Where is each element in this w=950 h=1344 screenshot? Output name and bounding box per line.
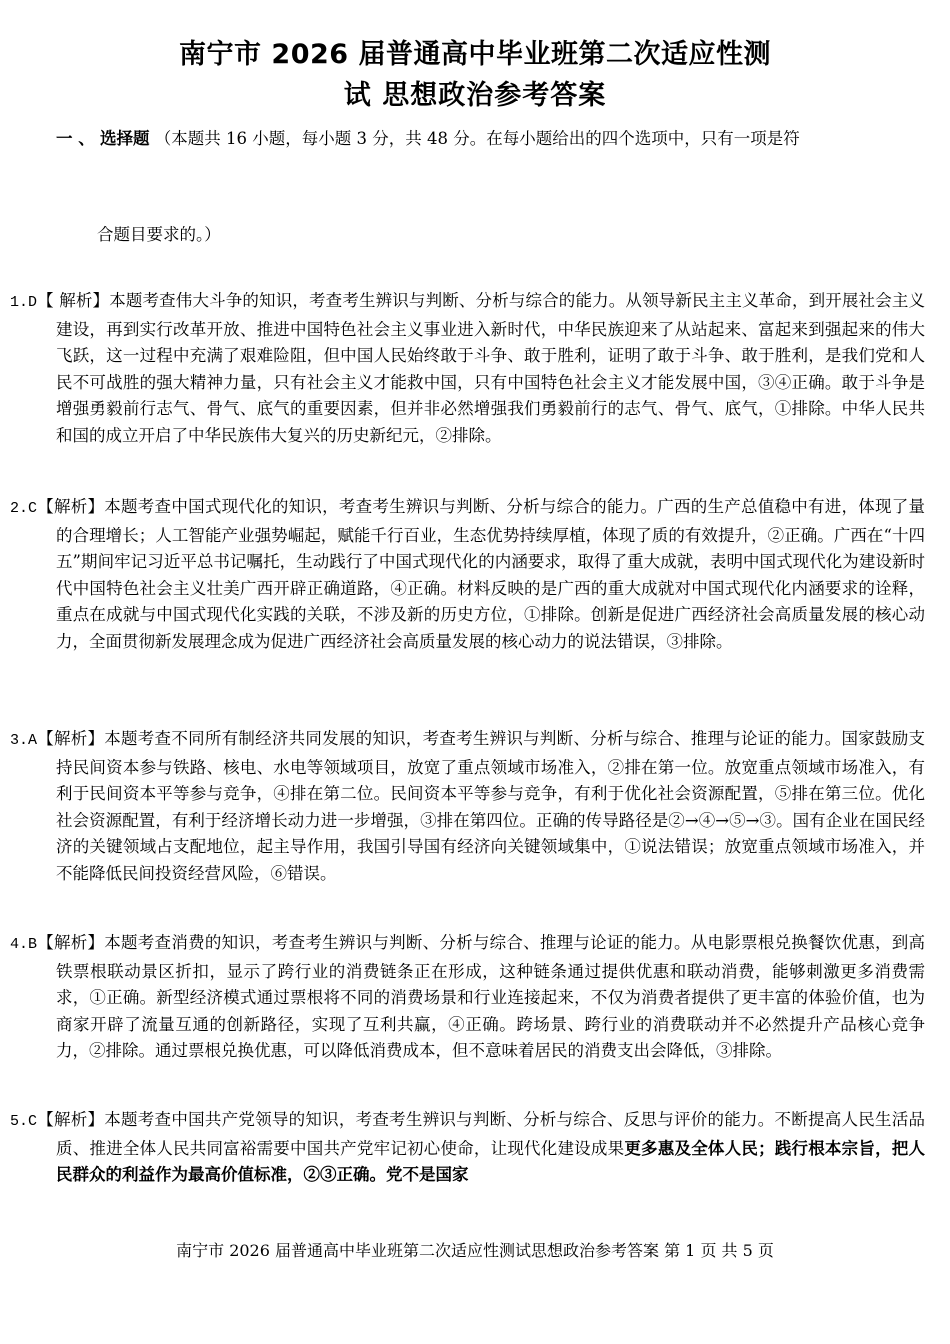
- question-analysis: 本题考查中国共产党领导的知识，考查考生辨识与判断、分析与综合、反思与评价的能力。不断提高人民生活品质、推进全体人民共同富裕需要中国共产党牢记初心使命，让现代化建设成果: [56, 1110, 926, 1158]
- analysis-tag: 【解析】: [37, 497, 105, 516]
- question-item: [10, 1107, 925, 1189]
- document-title-line-1: 南宁市 2026 届普通高中毕业班第二次适应性测: [179, 39, 771, 70]
- section-header: [56, 127, 936, 151]
- analysis-tag: 【 解析】: [37, 291, 110, 310]
- section-description: （本题共 16 小题，每小题 3 分，共 48 分。在每小题给出的四个选项中，只有一项是符: [154, 129, 800, 148]
- question-number: 1.D: [10, 294, 38, 311]
- question-item: [10, 930, 925, 1065]
- question-number: 4.B: [10, 936, 38, 953]
- section-label: 选择题: [100, 129, 150, 148]
- question-analysis: 本题考查消费的知识，考查考生辨识与判断、分析与综合、推理与论证的能力。从电影票根兑换餐饮优惠，到高铁票根联动景区折扣，显示了跨行业的消费链条正在形成，这种链条通过提供优惠和联动消费，能够刺激更多消费需求，①正确。新型经济模式通过票根将不同的消费场景和行业连接起来，不仅为消费者提供了更丰富的体验价值，也为商家开辟了流量互通的创新路径，实现了互利共赢，④正确。跨场景、跨行业的消费联动并不必然提升产品核心竞争力，②排除。通过票根兑换优惠，可以降低消费成本，但不意味着居民的消费支出会降低，③排除。: [56, 933, 926, 1060]
- question-analysis: 本题考查伟大斗争的知识，考查考生辨识与判断、分析与综合的能力。从领导新民主主义革命，到开展社会主义建设，再到实行改革开放、推进中国特色社会主义事业进入新时代，中华民族迎来了从站起来、富起来到强起来的伟大飞跃，这一过程中充满了艰难险阻，但中国人民始终敢于斗争、敢于胜利，证明了敢于斗争、敢于胜利，是我们党和人民不可战胜的强大精神力量，只有社会主义才能救中国，只有中国特色社会主义才能发展中国，③④正确。敢于斗争是增强勇毅前行志气、骨气、底气的重要因素，但并非必然增强我们勇毅前行的志气、骨气、底气，①排除。中华人民共和国的成立开启了中华民族伟大复兴的历史新纪元，②排除。: [56, 291, 926, 445]
- section-number: 一 、: [56, 129, 95, 148]
- question-number: 5.C: [10, 1113, 38, 1130]
- question-item: [10, 288, 925, 449]
- question-item: [10, 726, 925, 887]
- section-description-continuation: 合题目要求的。）: [97, 225, 221, 244]
- question-number: 3.A: [10, 732, 38, 749]
- question-analysis: 本题考查中国式现代化的知识，考查考生辨识与判断、分析与综合的能力。广西的生产总值稳中有进，体现了量的合理增长；人工智能产业强势崛起，赋能千行百业，生态优势持续厚植，体现了质的有效提升，②正确。广西在“十四五”期间牢记习近平总书记嘱托，生动践行了中国式现代化的内涵要求，取得了重大成就，表明中国式现代化为建设新时代中国特色社会主义壮美广西开辟正确道路，④正确。材料反映的是广西的重大成就对中国式现代化内涵要求的诠释，重点在成就与中国式现代化实践的关联，不涉及新的历史方位，①排除。创新是促进广西经济社会高质量发展的核心动力，全面贯彻新发展理念成为促进广西经济社会高质量发展的核心动力的说法错误，③排除。: [56, 497, 926, 651]
- question-number: 2.C: [10, 500, 38, 517]
- question-analysis: 本题考查不同所有制经济共同发展的知识，考查考生辨识与判断、分析与综合、推理与论证的能力。国家鼓励支持民间资本参与铁路、核电、水电等领域项目，放宽了重点领域市场准入，②排在第一位。放宽重点领域市场准入，有利于民间资本平等参与竞争，④排在第二位。民间资本平等参与竞争，有利于优化社会资源配置，⑤排在第三位。优化社会资源配置，有利于经济增长动力进一步增强，③排在第四位。正确的传导路径是②→④→⑤→③。国有企业在国民经济的关键领域占支配地位，起主导作用，我国引导国有经济向关键领域集中，①说法错误；放宽重点领域市场准入，并不能降低民间投资经营风险，⑥错误。: [56, 729, 926, 883]
- document-title-line-2: 试 思想政治参考答案: [343, 80, 607, 111]
- question-analysis-bold: 更多惠及全体人民；践行根本宗旨，把人民群众的利益作为最高价值标准，②③正确。党不是国家: [56, 1138, 926, 1184]
- analysis-tag: 【解析】: [37, 1110, 105, 1129]
- page-footer: 南宁市 2026 届普通高中毕业班第二次适应性测试思想政治参考答案 第 1 页 共 5 页: [176, 1241, 774, 1260]
- analysis-tag: 【解析】: [37, 729, 105, 748]
- question-item: [10, 494, 925, 655]
- analysis-tag: 【解析】: [37, 933, 105, 952]
